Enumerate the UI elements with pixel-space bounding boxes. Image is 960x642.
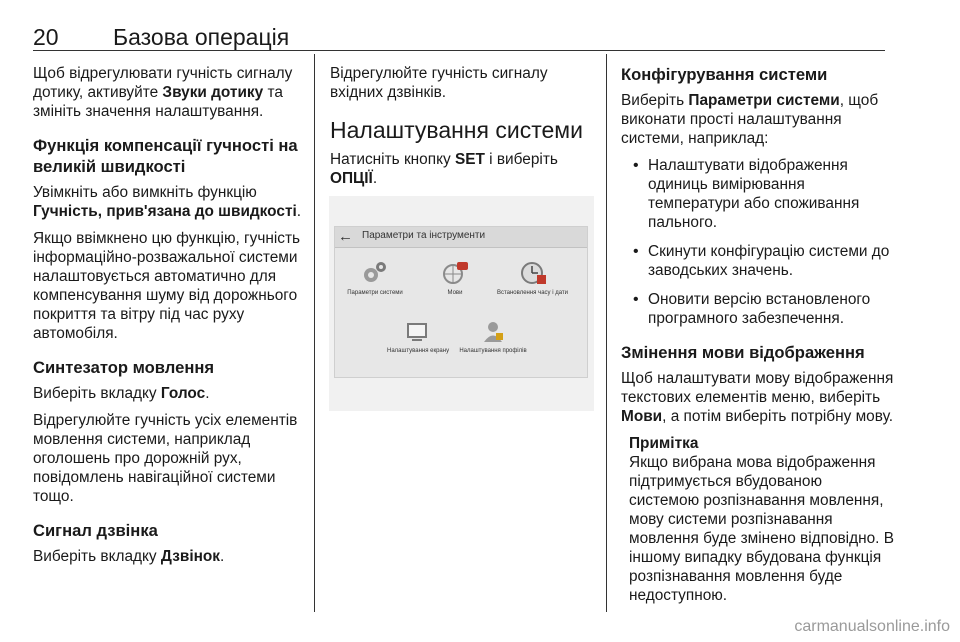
speech-globe-icon [440, 259, 470, 287]
list-item: • Оновити версію встановленого програмного забезпечення. [621, 290, 896, 328]
column-divider-2 [606, 54, 607, 612]
note-body: Якщо вибрана мова відображення підтримується вбудованою системою розпізнавання мовлення, мову системи розпізнавання мовлення буде змінено відповідно. В іншому випадку вбудована функція розпізнавання мовлення буде недоступною. [629, 454, 894, 604]
page-title: Базова операція [113, 24, 290, 50]
column-divider-1 [314, 54, 315, 612]
speed-volume-paragraph [33, 183, 303, 221]
text: Виберіть вкладку [33, 385, 161, 402]
tile-label: Мови [447, 290, 463, 296]
settings-screen-figure [329, 196, 594, 411]
set-button-name: SET [454, 151, 485, 168]
note-block [629, 434, 896, 605]
ringtone-tab-paragraph [33, 547, 303, 566]
tile-profile-settings[interactable] [453, 317, 533, 354]
display-language-paragraph [621, 369, 896, 426]
system-settings-option: Параметри системи [688, 92, 840, 109]
system-settings-heading: Налаштування системи [330, 117, 583, 143]
list-item: • Налаштувати відображення одиниць вимірювання температури або споживання пального. [621, 156, 896, 232]
speed-volume-description: Якщо ввімкнено цю функцію, гучність інформаційно-розважальної системи налаштовується автоматично для компенсування шуму від дорожнього покриття та вітру під час руху автомобіля. [33, 230, 301, 342]
speed-volume-option: Гучність, прив'язана до швидкості [33, 203, 297, 220]
text: . [205, 385, 210, 402]
touch-sound-paragraph [33, 64, 303, 121]
text: і виберіть [484, 151, 558, 168]
text: Увімкніть або вимкніть функцію [33, 184, 257, 201]
system-config-paragraph [621, 91, 896, 148]
ringtone-heading: Сигнал дзвінка [33, 521, 158, 540]
tile-display-settings[interactable] [387, 317, 450, 354]
page-number: 20 [33, 24, 59, 50]
text: та змініть значення налаштування. [33, 84, 283, 120]
speed-volume-heading: Функція компенсації гучності на великій швидкості [33, 136, 298, 176]
column-2 [330, 64, 595, 196]
config-bullet-list [621, 156, 896, 328]
text: Щоб налаштувати мову відображення текстових елементів меню, виберіть [621, 370, 894, 406]
tile-system-settings[interactable] [340, 259, 410, 296]
display-icon [402, 317, 432, 345]
column-1 [33, 64, 303, 574]
text: Виберіть вкладку [33, 548, 161, 565]
ringtone-volume-paragraph: Відрегулюйте гучність сигналу вхідних дзвінків. [330, 65, 548, 101]
voice-tab-option: Голос [160, 385, 206, 402]
text: Натисніть кнопку [330, 151, 455, 168]
header-rule [33, 50, 885, 51]
infotainment-screen [334, 226, 588, 378]
speech-volume-paragraph: Відрегулюйте гучність усіх елементів мовлення системи, наприклад оголошень про дорожній рух, повідомлень навігаційної системи тощо. [33, 412, 298, 505]
display-language-heading: Змінення мови відображення [621, 343, 865, 362]
profile-icon [478, 317, 508, 345]
tile-label: Встановлення часу і дати [496, 290, 569, 296]
text: . [220, 548, 225, 565]
ringtone-tab-option: Дзвінок [160, 548, 221, 565]
tile-label: Параметри системи [347, 290, 403, 296]
gear-icon [360, 259, 390, 287]
back-arrow-icon[interactable]: ← [338, 228, 353, 245]
tile-languages[interactable] [430, 259, 480, 296]
text: , а потім виберіть потрібну мову. [662, 408, 893, 425]
screen-title-bar [335, 227, 587, 248]
clock-icon [518, 259, 548, 287]
text: Щоб відрегулювати гучність сигналу дотику, активуйте [33, 65, 293, 101]
text: Виберіть [621, 92, 689, 109]
options-menu-name: ОПЦІЇ [330, 170, 373, 187]
tile-label: Налаштування екрану [387, 348, 450, 354]
speech-synth-heading: Синтезатор мовлення [33, 358, 215, 377]
screen-title: Параметри та інструменти [362, 230, 486, 241]
tile-label: Налаштування профілів [459, 348, 527, 354]
text: , щоб виконати прості налаштування системи, наприклад: [621, 92, 879, 147]
text: . [296, 203, 302, 220]
note-title: Примітка [629, 435, 699, 452]
watermark: carmanualsonline.info [794, 618, 950, 635]
set-button-paragraph [330, 150, 595, 188]
voice-tab-paragraph [33, 384, 303, 403]
list-item: • Скинути конфігурацію системи до заводських значень. [621, 242, 896, 280]
column-3 [621, 64, 896, 605]
touch-sounds-option: Звуки дотику [162, 84, 264, 101]
text: . [372, 170, 378, 187]
system-config-heading: Конфігурування системи [621, 65, 828, 84]
languages-option: Мови [621, 408, 663, 425]
tile-time-date[interactable] [485, 259, 580, 296]
